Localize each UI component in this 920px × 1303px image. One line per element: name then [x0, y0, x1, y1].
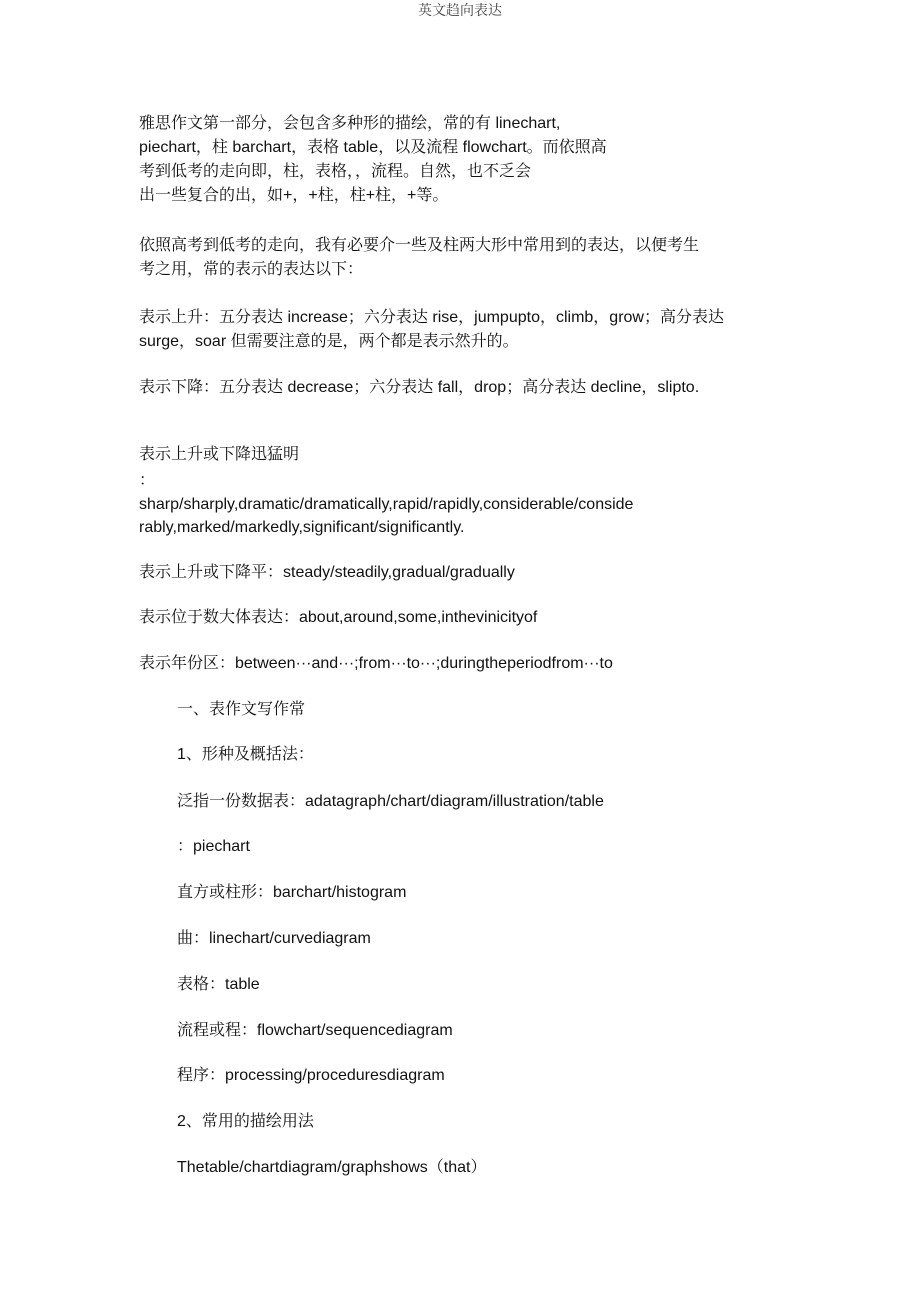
section1-sub1: 1、形种及概括法：	[177, 746, 314, 763]
chart-type-item: 表格：table	[177, 976, 260, 993]
rise-line-1: 表示上升：五分表达 increase；六分表达 rise，jumpupto，climb，grow；高分表达	[139, 309, 724, 326]
para2-line-2: 考之用，常的表示的表达以下：	[139, 261, 364, 278]
rise-line-2: surge，soar 但需要注意的是，两个都是表示然升的。	[139, 333, 519, 350]
chart-type-item: ：piechart	[177, 838, 250, 855]
rapid-heading: 表示上升或下降迅猛明	[139, 446, 300, 463]
page-header-title: 英文趋向表达	[418, 3, 502, 19]
approx-line: 表示位于数大体表达：about,around,some,inthevinicityof	[139, 609, 538, 626]
rapid-line-2: rably,marked/markedly,significant/significantly.	[139, 519, 465, 536]
intro-line-3: 考到低考的走向即，柱，表格，，流程。自然，也不乏会	[139, 163, 532, 180]
section1-sub2: 2、常用的描绘用法	[177, 1113, 314, 1130]
example-sentence: Thetable/chartdiagram/graphshows（that）	[177, 1159, 487, 1176]
chart-type-item: 泛指一份数据表：adatagraph/chart/diagram/illustration/table	[177, 793, 604, 810]
rapid-line-1: sharp/sharply,dramatic/dramatically,rapid/rapidly,considerable/conside	[139, 496, 634, 513]
years-line: 表示年份区：between···and···;from···to···;duringtheperiodfrom···to	[139, 655, 613, 672]
intro-line-2: piechart，柱 barchart，表格 table，以及流程 flowchart。而依照高	[139, 139, 607, 156]
rapid-colon: ：	[139, 472, 156, 489]
para2-line-1: 依照高考到低考的走向，我有必要介一些及柱两大形中常用到的表达，以便考生	[139, 237, 700, 254]
steady-line: 表示上升或下降平：steady/steadily,gradual/gradually	[139, 564, 515, 581]
chart-type-item: 曲：linechart/curvediagram	[177, 930, 371, 947]
intro-line-4: 出一些复合的出，如+，+柱，柱+柱，+等。	[139, 187, 449, 204]
chart-type-item: 流程或程：flowchart/sequencediagram	[177, 1022, 453, 1039]
section1-heading: 一、表作文写作常	[177, 701, 306, 718]
chart-type-item: 程序：processing/proceduresdiagram	[177, 1067, 445, 1084]
intro-line-1: 雅思作文第一部分，会包含多种形的描绘，常的有 linechart,	[139, 115, 561, 132]
fall-line: 表示下降：五分表达 decrease；六分表达 fall，drop；高分表达 decline，slipto.	[139, 379, 700, 396]
chart-type-item: 直方或柱形：barchart/histogram	[177, 884, 407, 901]
